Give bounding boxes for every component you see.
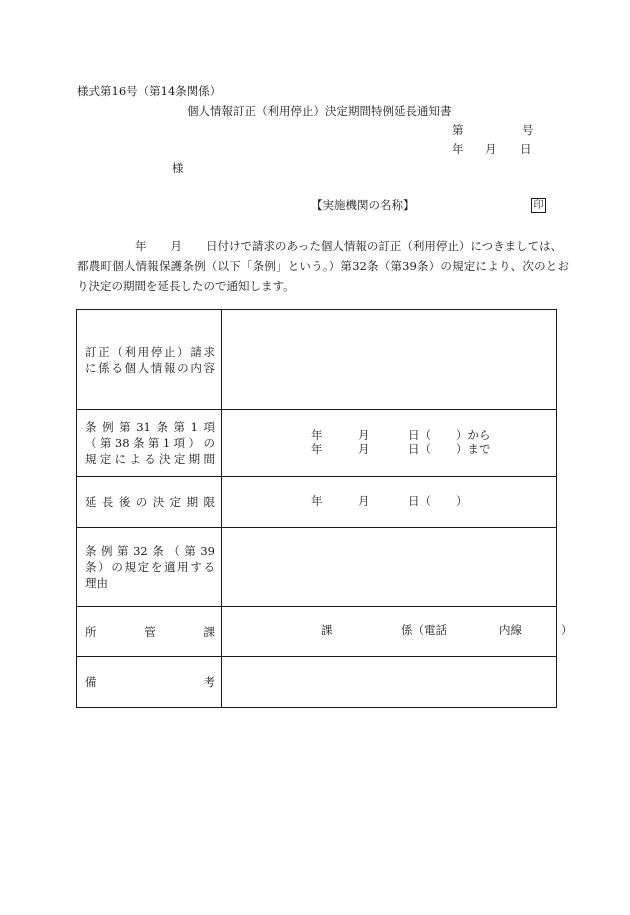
label-extended-deadline: [77, 477, 222, 528]
to-year: 年: [311, 442, 323, 456]
addressee-honorific: 様: [172, 161, 184, 175]
to-month: 月: [358, 442, 370, 456]
to-day: 日（: [408, 442, 431, 456]
document-number-suffix: 号: [522, 123, 534, 137]
unit-phone: 係（電話: [401, 622, 447, 637]
value-decision-period[interactable]: [222, 410, 557, 477]
period-to-line: [311, 444, 541, 458]
issue-date-day: 日: [520, 142, 532, 156]
value-department[interactable]: [222, 607, 573, 657]
deadline-line: [311, 496, 541, 510]
label-decision-period: [77, 410, 222, 477]
label-reason: [77, 528, 222, 607]
label-line: 所管課: [85, 624, 215, 639]
to-suffix: ）まで: [456, 442, 491, 456]
label-remarks: [77, 657, 222, 708]
body-line-2: 都農町個人情報保護条例（以下「条例」という。）第32条（第39条）の規定により、次のとお: [77, 259, 569, 273]
from-suffix: ）から: [456, 428, 491, 442]
label-line: 延長後の決定期限: [85, 495, 215, 509]
label-request-content: [77, 310, 222, 410]
label-line: 条）の規定を適用する: [85, 560, 215, 574]
table-row-decision-period: [77, 410, 557, 477]
deadline-year: 年: [311, 494, 323, 508]
label-line: 条例第31条第1項: [85, 420, 215, 434]
form-number: 様式第16号（第14条関係）: [77, 84, 222, 98]
label-line: に係る個人情報の内容: [85, 360, 215, 375]
deadline-close: ）: [456, 494, 468, 508]
from-day: 日（: [408, 428, 431, 442]
label-line: 理由: [85, 576, 108, 590]
label-line: 訂正（利用停止）請求: [85, 344, 215, 359]
from-year: 年: [311, 428, 323, 442]
value-remarks[interactable]: [222, 657, 557, 708]
department-line: [222, 622, 573, 639]
body-line1-rest: 日付けで請求のあった個人情報の訂正（利用停止）につきましては、: [206, 239, 563, 253]
extension-label: 内線: [499, 622, 522, 637]
table-row-request-content: [77, 310, 557, 410]
section-suffix: 課: [321, 622, 333, 637]
value-reason[interactable]: [222, 528, 557, 607]
notice-table: [76, 309, 573, 708]
from-month: 月: [358, 428, 370, 442]
table-row-extended-deadline: [77, 477, 557, 528]
value-request-content[interactable]: [222, 310, 557, 410]
seal-stamp: 印: [531, 198, 546, 213]
issue-date-year: 年: [452, 142, 464, 156]
label-line: 条例第32条（第39: [85, 544, 215, 558]
label-line: 備考: [85, 675, 215, 689]
deadline-month: 月: [358, 494, 370, 508]
body-year: 年: [135, 239, 147, 253]
table-row-department: [77, 607, 557, 657]
body-line-1: [77, 236, 569, 256]
notice-body: [77, 236, 569, 296]
deadline-day: 日（: [408, 494, 431, 508]
table-row-reason: [77, 528, 557, 607]
document-number-label: 第: [452, 123, 464, 137]
document-title: 個人情報訂正（利用停止）決定期間特例延長通知書: [187, 104, 452, 118]
body-line-3: り決定の期間を延長したので通知します。: [77, 279, 295, 293]
label-department: [77, 607, 222, 657]
department-close: ）: [561, 622, 573, 637]
value-extended-deadline[interactable]: [222, 477, 557, 528]
issue-date-month: 月: [485, 142, 497, 156]
agency-name: 【実施機関の名称】: [311, 198, 415, 212]
label-line: （第38条第1項）の: [85, 436, 215, 450]
table-row-remarks: [77, 657, 557, 708]
label-line: 規定による決定期間: [85, 452, 215, 466]
body-month: 月: [170, 239, 182, 253]
